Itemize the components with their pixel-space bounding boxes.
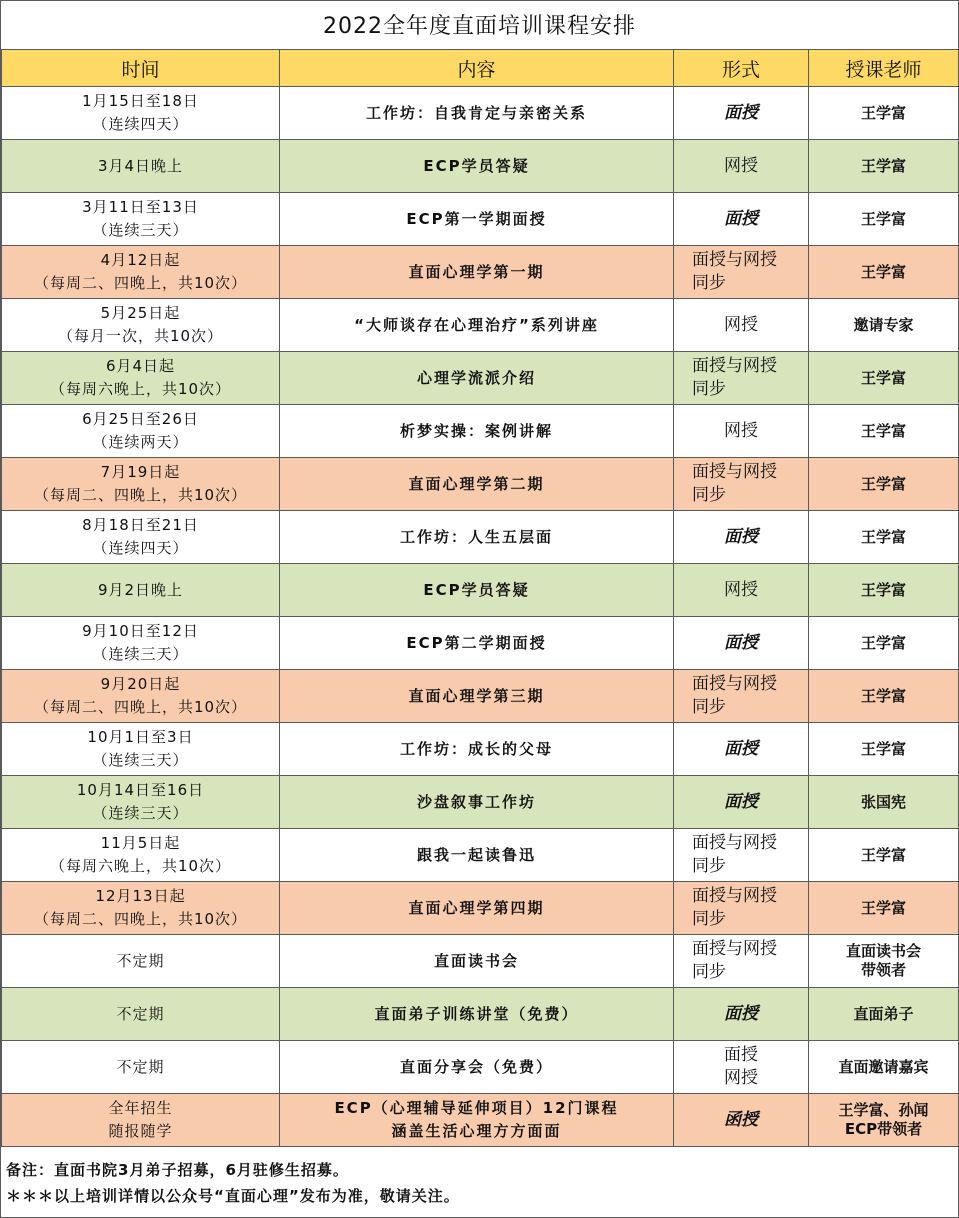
cell-time: 9月20日起 （每周二、四晚上，共10次） (2, 670, 280, 723)
cell-teacher: 王学富 (809, 882, 959, 935)
cell-form: 面授与网授 同步 (674, 246, 809, 299)
cell-form: 面授 (674, 776, 809, 829)
header-form: 形式 (674, 50, 809, 87)
cell-teacher: 王学富 (809, 193, 959, 246)
cell-content: ECP第二学期面授 (280, 617, 674, 670)
header-content: 内容 (280, 50, 674, 87)
table-row (2, 829, 959, 882)
cell-time: 不定期 (2, 935, 280, 988)
cell-content: ECP学员答疑 (280, 140, 674, 193)
table-row (2, 776, 959, 829)
cell-teacher: 王学富 (809, 405, 959, 458)
cell-form: 面授 (674, 193, 809, 246)
cell-content: 沙盘叙事工作坊 (280, 776, 674, 829)
cell-content: ECP学员答疑 (280, 564, 674, 617)
table-row (2, 511, 959, 564)
table-body (2, 87, 959, 1147)
table-row (2, 405, 959, 458)
cell-teacher: 王学富 (809, 511, 959, 564)
table-row (2, 617, 959, 670)
cell-content: 析梦实操：案例讲解 (280, 405, 674, 458)
cell-form: 面授 (674, 87, 809, 140)
cell-teacher: 张国宪 (809, 776, 959, 829)
cell-time: 5月25日起 （每月一次，共10次） (2, 299, 280, 352)
table-row (2, 670, 959, 723)
cell-teacher: 直面弟子 (809, 988, 959, 1041)
table-row (2, 723, 959, 776)
cell-content: “大师谈存在心理治疗”系列讲座 (280, 299, 674, 352)
cell-time: 3月11日至13日 （连续三天） (2, 193, 280, 246)
table-row (2, 1094, 959, 1147)
page-title: 2022全年度直面培训课程安排 (323, 13, 636, 39)
table-row (2, 87, 959, 140)
table-row (2, 882, 959, 935)
cell-content: 直面读书会 (280, 935, 674, 988)
cell-content: 跟我一起读鲁迅 (280, 829, 674, 882)
cell-content: 心理学流派介绍 (280, 352, 674, 405)
cell-time: 3月4日晚上 (2, 140, 280, 193)
cell-form: 面授 网授 (674, 1041, 809, 1094)
cell-time: 7月19日起 （每周二、四晚上，共10次） (2, 458, 280, 511)
cell-time: 10月1日至3日 （连续三天） (2, 723, 280, 776)
cell-content: 直面心理学第二期 (280, 458, 674, 511)
cell-form: 面授与网授 同步 (674, 670, 809, 723)
cell-form: 网授 (674, 564, 809, 617)
cell-time: 6月4日起 （每周六晚上，共10次） (2, 352, 280, 405)
note-line: ＊＊＊以上培训详情以公众号“直面心理”发布为准，敬请关注。 (6, 1187, 460, 1205)
cell-content: 直面弟子训练讲堂（免费） (280, 988, 674, 1041)
cell-content: 直面心理学第一期 (280, 246, 674, 299)
cell-time: 全年招生 随报随学 (2, 1094, 280, 1147)
cell-content: 工作坊：自我肯定与亲密关系 (280, 87, 674, 140)
cell-form: 面授 (674, 988, 809, 1041)
header-time: 时间 (2, 50, 280, 87)
cell-time: 11月5日起 （每周六晚上，共10次） (2, 829, 280, 882)
cell-teacher: 王学富、孙闻 ECP带领者 (809, 1094, 959, 1147)
cell-form: 面授与网授 同步 (674, 935, 809, 988)
cell-content: ECP（心理辅导延伸项目）12门课程 涵盖生活心理方方面面 (280, 1094, 674, 1147)
cell-teacher: 王学富 (809, 564, 959, 617)
cell-content: ECP第一学期面授 (280, 193, 674, 246)
table-header-row (2, 50, 959, 87)
cell-time: 10月14日至16日 （连续三天） (2, 776, 280, 829)
cell-teacher: 王学富 (809, 723, 959, 776)
cell-form: 面授与网授 同步 (674, 352, 809, 405)
cell-time: 9月2日晚上 (2, 564, 280, 617)
cell-form: 函授 (674, 1094, 809, 1147)
cell-teacher: 王学富 (809, 87, 959, 140)
cell-form: 面授与网授 同步 (674, 829, 809, 882)
schedule-table (1, 49, 959, 1147)
cell-teacher: 王学富 (809, 140, 959, 193)
cell-teacher: 直面邀请嘉宾 (809, 1041, 959, 1094)
table-row (2, 564, 959, 617)
cell-teacher: 王学富 (809, 670, 959, 723)
cell-time: 不定期 (2, 988, 280, 1041)
table-row (2, 299, 959, 352)
table-row (2, 193, 959, 246)
cell-teacher: 王学富 (809, 246, 959, 299)
cell-time: 4月12日起 （每周二、四晚上，共10次） (2, 246, 280, 299)
table-row (2, 1041, 959, 1094)
cell-form: 面授与网授 同步 (674, 458, 809, 511)
cell-teacher: 直面读书会 带领者 (809, 935, 959, 988)
cell-time: 6月25日至26日 （连续两天） (2, 405, 280, 458)
cell-form: 面授 (674, 511, 809, 564)
cell-teacher: 王学富 (809, 829, 959, 882)
cell-content: 工作坊：成长的父母 (280, 723, 674, 776)
table-row (2, 352, 959, 405)
cell-content: 直面心理学第四期 (280, 882, 674, 935)
cell-time: 不定期 (2, 1041, 280, 1094)
cell-form: 网授 (674, 299, 809, 352)
table-row (2, 988, 959, 1041)
cell-form: 面授 (674, 617, 809, 670)
cell-time: 9月10日至12日 （连续三天） (2, 617, 280, 670)
note-line: 备注：直面书院3月弟子招募，6月驻修生招募。 (6, 1161, 349, 1179)
cell-content: 直面分享会（免费） (280, 1041, 674, 1094)
table-row (2, 140, 959, 193)
table-row (2, 458, 959, 511)
cell-form: 面授 (674, 723, 809, 776)
cell-teacher: 王学富 (809, 458, 959, 511)
cell-content: 直面心理学第三期 (280, 670, 674, 723)
cell-form: 网授 (674, 140, 809, 193)
cell-teacher: 邀请专家 (809, 299, 959, 352)
table-row (2, 935, 959, 988)
cell-teacher: 王学富 (809, 352, 959, 405)
cell-content: 工作坊：人生五层面 (280, 511, 674, 564)
cell-form: 网授 (674, 405, 809, 458)
table-row (2, 246, 959, 299)
cell-time: 12月13日起 （每周二、四晚上，共10次） (2, 882, 280, 935)
cell-teacher: 王学富 (809, 617, 959, 670)
cell-form: 面授与网授 同步 (674, 882, 809, 935)
notes (6, 1157, 956, 1209)
cell-time: 1月15日至18日 （连续四天） (2, 87, 280, 140)
header-teacher: 授课老师 (809, 50, 959, 87)
cell-time: 8月18日至21日 （连续四天） (2, 511, 280, 564)
